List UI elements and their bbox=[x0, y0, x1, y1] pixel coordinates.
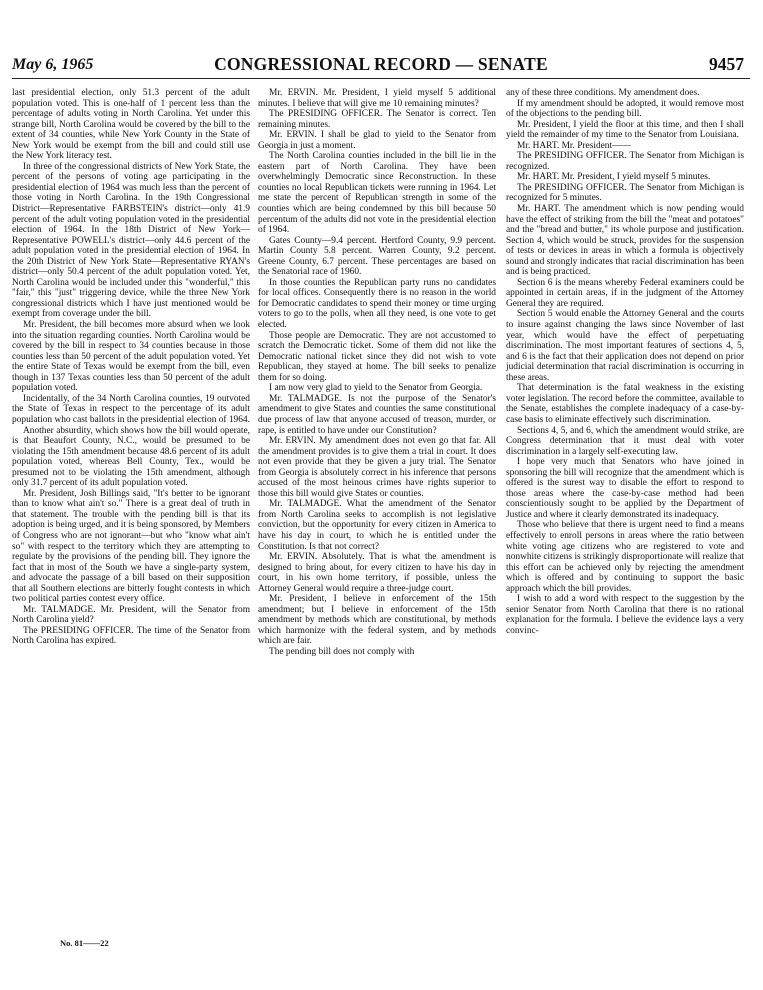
paragraph: I am now very glad to yield to the Senator from Georgia. bbox=[269, 383, 483, 394]
paragraph: any of these three conditions. My amendment does. bbox=[506, 88, 700, 98]
paragraph: The North Carolina counties included in the bill lie in the eastern part of North Carolina. They have been overwhelmingly Democratic since Reconstruction. In these counties no local Republican tickets were running in 1964. Let me state the percent of Republican strength in some of the counties which are being condemned by this bill because 50 percentum of the adults did not vote in the presidential election of 1964. bbox=[258, 151, 496, 236]
paragraph: Mr. President, the bill becomes more absurd when we look into the situation regarding counties. North Carolina would be covered by the bill in respect to 34 counties because in those counties less than 50 percent of the adult population voted. Yet the entire State of Texas would be exempt from the bill, even though in 137 Texas counties less than 50 percent of the adult population voted. bbox=[12, 320, 250, 394]
paragraph: Mr. ERVIN. My amendment does not even go that far. All the amendment provides is to give them a trial in court. It does not even provide that they be given a jury trial. The Senator from Georgia is absolutely correct in his inference that persons accused of the most heinous crimes have rights superior to those this bill would give States or counties. bbox=[258, 436, 496, 499]
paragraph: Mr. ERVIN. I shall be glad to yield to the Senator from Georgia in just a moment. bbox=[258, 130, 496, 151]
paragraph: Those who believe that there is urgent need to find a means effectively to enroll persons in areas where the ratio between white voting age citizens who are registered to vote and nonwhite citizens is strikingly disproportionate will realize that this effort can be achieved only by rejecting the amendment which is offered and by continuing to support the basic approach which the bill provides. bbox=[506, 520, 744, 594]
header-page-number: 9457 bbox=[709, 54, 744, 74]
paragraph: Mr. President, I believe in enforcement of the 15th amendment; but I believe in enforcement of the 15th amendment by methods which are constitutional, by methods which harmonize with the federal system, and by methods which are fair. bbox=[258, 594, 496, 647]
paragraph: last presidential election, only 51.3 percent of the adult population voted. This is one-half of 1 percent less than the percentage of adults voting in North Carolina. Yet under this strange bill, North Carolina would be covered by the bill to the extent of 34 counties, while New York County in the State of New York would be exempt from the bill and could still use the New York literacy test. bbox=[12, 88, 250, 162]
paragraph: Mr. HART. The amendment which is now pending would have the effect of striking from the bill the "meat and potatoes" and the "bread and butter," its whole purpose and justification. Section 4, which would be struck, provides for the suspension of tests or devices in areas in which a formula is objectively sound and strongly indicates that racial discrimination has been and is being practiced. bbox=[506, 204, 744, 278]
page-header bbox=[12, 50, 750, 82]
paragraph: The pending bill does not comply with bbox=[269, 646, 415, 657]
paragraph: Mr. TALMADGE. What the amendment of the Senator from North Carolina seeks to accomplish is not legislative conviction, but the opportunity for every citizen in America to have his day in court, to which he is entitled under the Constitution. Is that not correct? bbox=[258, 499, 496, 552]
footer-label: No. 81——22 bbox=[60, 938, 109, 948]
paragraph: The PRESIDING OFFICER. The Senator from Michigan is recognized for 5 minutes. bbox=[506, 182, 744, 204]
paragraph: In those counties the Republican party runs no candidates for local offices. Consequently there is no reason in the world for Democratic candidates to spend their money or time urging voters to go to the polls, when all they need, is one vote to get elected. bbox=[258, 277, 496, 331]
paragraph: Mr. President, Josh Billings said, "It's better to be ignorant than to know what ain't so." There is a great deal of truth in that statement. The trouble with the pending bill is that its adoption is being urged, and it is being sponsored, by Members of Congress who are not ignorant—but who "know what ain't so" with respect to the territory which they are attempting to regulate by the provisions of the pending bill. They ignore the fact that in most of the South we have a single-party system, and advocate the passage of a bill based on their supposition that all Southern elections are bitterly fought contests in which two political parties contest every office. bbox=[12, 488, 250, 605]
paragraph: That determination is the fatal weakness in the existing voter legislation. The record before the committee, available to the Senate, establishes the complete inadequacy of a case-by-case basis to eliminate effectively such discrimination. bbox=[506, 383, 744, 425]
paragraph: Incidentally, of the 34 North Carolina counties, 19 outvoted the State of Texas in respect to the percentage of its adult population who cast ballots in the presidential election of 1964. bbox=[12, 393, 250, 425]
paragraph: If my amendment should be adopted, it would remove most of the objections to the pending bill. bbox=[506, 98, 744, 120]
paragraph: Sections 4, 5, and 6, which the amendment would strike, are Congress determination that it must deal with voter discrimination in a largely self-executing law. bbox=[506, 425, 744, 457]
header-rule bbox=[12, 78, 750, 79]
paragraph: The PRESIDING OFFICER. The Senator from Michigan is recognized. bbox=[506, 151, 744, 172]
header-date: May 6, 1965 bbox=[12, 56, 94, 73]
paragraph: Mr. TALMADGE. Is not the purpose of the Senator's amendment to give States and counties the same constitutional due process of law that anyone accused of treason, murder, or rape, is entitled to have under our Constitution? bbox=[258, 393, 496, 436]
paragraph: Mr. TALMADGE. Mr. President, will the Senator from North Carolina yield? bbox=[12, 604, 250, 626]
paragraph: Section 6 is the means whereby Federal examiners could be appointed in certain areas, if in the judgment of the Attorney General they are required. bbox=[506, 277, 744, 309]
paragraph: In three of the congressional districts of New York State, the percent of the persons of voting age participating in the presidential election of 1964 was much less than the percent of those voting in North Carolina. In the 19th Congressional District—Representative FARBSTEIN's district—only 41.9 percent of the adult voting population voted in the presidential election of 1964. In the 18th District of New York—Representative POWELL's district—only 44.6 percent of the adult population voted in the presidential election of 1964. In the 20th District of New York State—Representative RYAN's district—only 50.4 percent of the adult population voted. Yet, North Carolina would be included under this "wonderful," this "fair," this "just" triggering device, while the three New York congressional districts which I have just mentioned would be exempt from coverage under the bill. bbox=[12, 161, 250, 320]
paragraph: Gates County—9.4 percent. Hertford County, 9.9 percent. Martin County 5.8 percent. Warren County, 9.2 percent. Greene County, 6.7 percent. These percentages are based on the Senatorial race of 1960. bbox=[258, 235, 496, 278]
paragraph: Another absurdity, which shows how the bill would operate, is that Beaufort County, N.C., would be presumed to be violating the 15th amendment because 48.6 percent of its adult population voted, whereas Bell County, Tex., would be presumed not to be violating the 15th amendment, although only 31.7 percent of its adult population voted. bbox=[12, 425, 250, 489]
paragraph: The PRESIDING OFFICER. The time of the Senator from North Carolina has expired. bbox=[12, 625, 250, 647]
paragraph: I wish to add a word with respect to the suggestion by the senior Senator from North Carolina that there is no rational explanation for the formula. I believe the evidence lays a very convinc- bbox=[506, 594, 744, 636]
paragraph: Section 5 would enable the Attorney General and the courts to insure against changing the laws since November of last year, which would have the effect of perpetuating discrimination. The most important features of sections 4, 5, and 6 is the fact that their application does not depend on prior judicial determination that racial discrimination is occurring in these areas. bbox=[506, 309, 744, 383]
paragraph: Mr. President, I yield the floor at this time, and then I shall yield the remainder of my time to the Senator from Louisiana. bbox=[506, 119, 744, 141]
text-column-1 bbox=[12, 88, 250, 647]
paragraph: Mr. HART. Mr. President—— bbox=[517, 140, 631, 151]
paragraph: Mr. ERVIN. Absolutely. That is what the amendment is designed to bring about, for every citizen to have his day in court, in his own home territory, if possible, unless the Attorney General would require a three-judge court. bbox=[258, 552, 496, 594]
paragraph: I hope very much that Senators who have joined in sponsoring the bill will recognize that the amendment which is offered is the surest way to disable the effort to respond to those areas where the case-by-case method had been conscientiously sought to be applied by the Department of Justice and where it clearly demonstrated its inadequacy. bbox=[506, 457, 744, 520]
paragraph: Mr. ERVIN. Mr. President, I yield myself 5 additional minutes. I believe that will give me 10 remaining minutes? bbox=[258, 88, 496, 109]
paragraph: The PRESIDING OFFICER. The Senator is correct. Ten remaining minutes. bbox=[258, 109, 496, 130]
paragraph: Mr. HART. Mr. President, I yield myself 5 minutes. bbox=[517, 172, 711, 183]
header-title: CONGRESSIONAL RECORD — SENATE bbox=[214, 54, 548, 74]
paragraph: Those people are Democratic. They are not accustomed to scratch the Democratic ticket. Some of them did not like the Democratic national ticket since they did not wish to vote Republican, they stayed at home. The bill seeks to penalize them for so doing. bbox=[258, 330, 496, 383]
text-column-3 bbox=[506, 88, 744, 636]
text-column-2 bbox=[258, 88, 496, 658]
